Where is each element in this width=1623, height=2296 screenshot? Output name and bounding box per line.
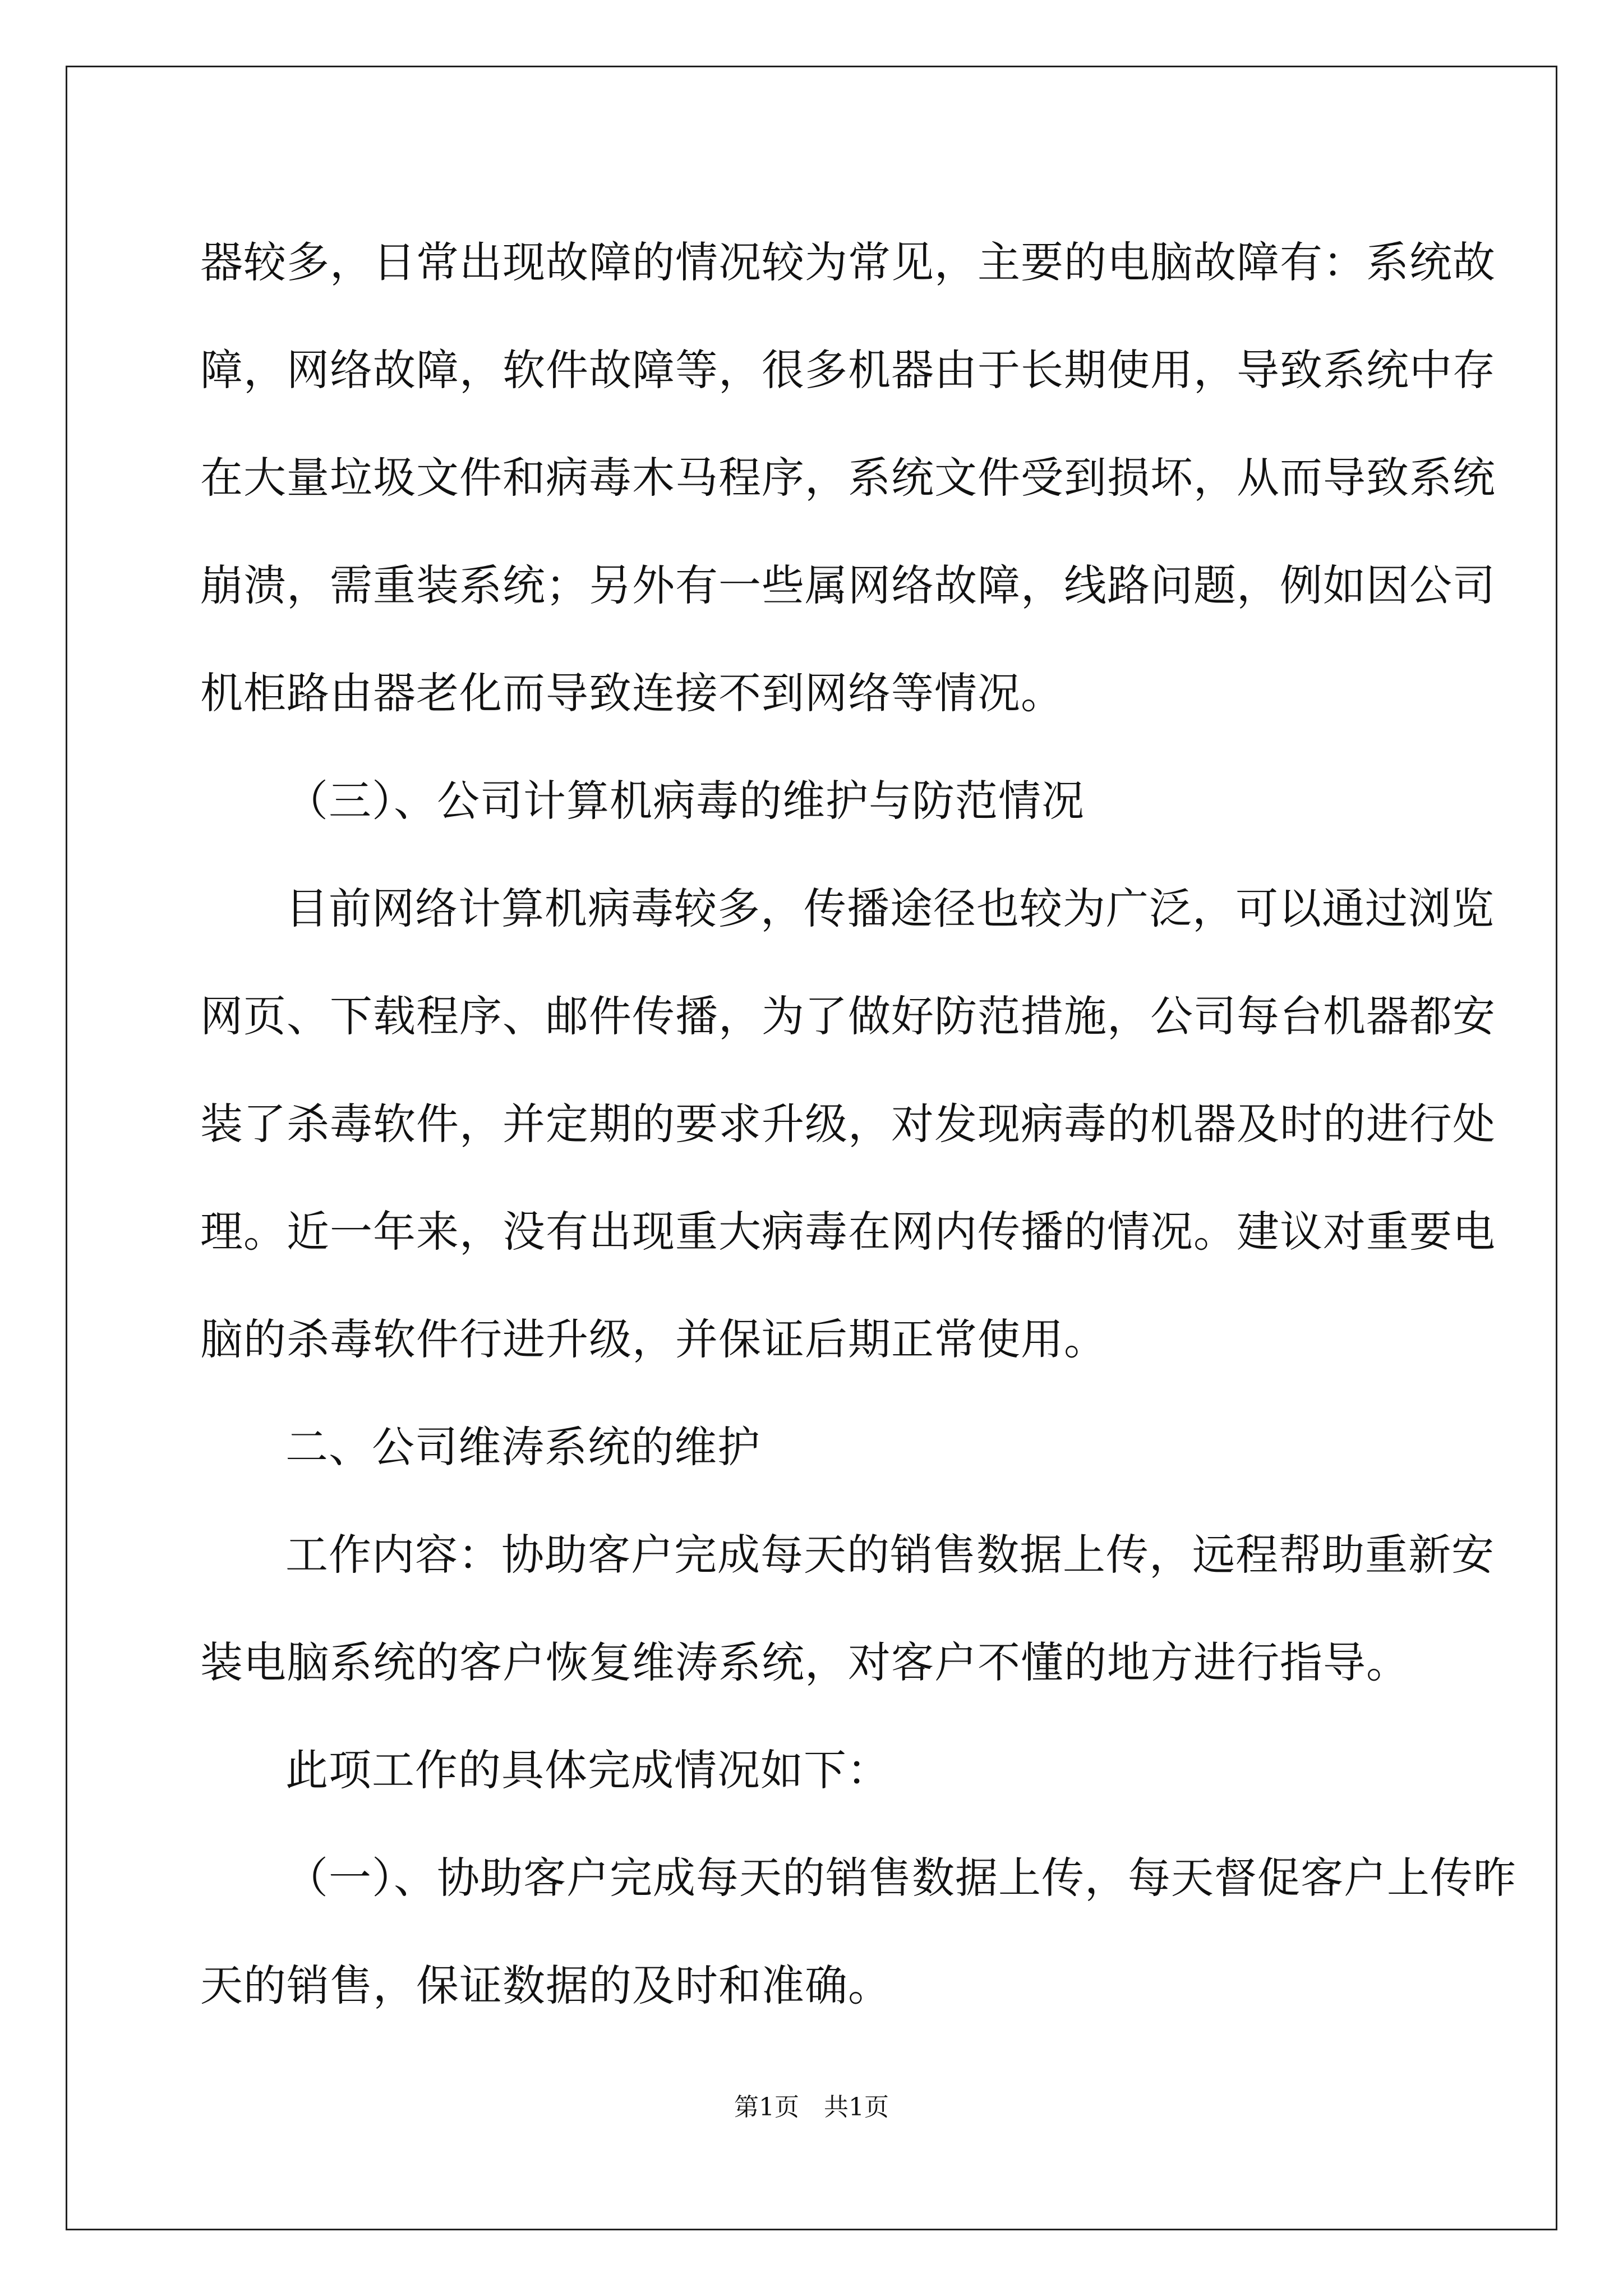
paragraph-line: 在大量垃圾文件和病毒木马程序，系统文件受到损坏，从而导致系统 [200, 453, 1496, 503]
page-footer [0, 2087, 1623, 2123]
section-heading: 二、公司维涛系统的维护 [285, 1422, 760, 1472]
paragraph-line: 机柜路由器老化而导致连接不到网络等情况。 [200, 668, 1064, 718]
paragraph-line: 障，网络故障，软件故障等，很多机器由于长期使用，导致系统中存 [200, 345, 1496, 395]
document-body [200, 209, 1516, 2040]
paragraph-line: 工作内容：协助客户完成每天的销售数据上传，远程帮助重新安 [285, 1530, 1495, 1580]
paragraph-line: 脑的杀毒软件行进升级，并保证后期正常使用。 [200, 1314, 1107, 1364]
paragraph-line: 理。近一年来，没有出现重大病毒在网内传播的情况。建议对重要电 [200, 1207, 1496, 1257]
paragraph-line: 网页、下载程序、邮件传播，为了做好防范措施，公司每台机器都安 [200, 991, 1496, 1041]
paragraph-line: 装了杀毒软件，并定期的要求升级，对发现病毒的机器及时的进行处 [200, 1099, 1496, 1149]
page-total: 共1页 [824, 2093, 889, 2122]
paragraph-line: 目前网络计算机病毒较多，传播途径也较为广泛，可以通过浏览 [285, 884, 1495, 933]
paragraph-line: （一）、协助客户完成每天的销售数据上传，每天督促客户上传昨 [285, 1853, 1516, 1903]
section-heading: （三）、公司计算机病毒的维护与防范情况 [285, 776, 1085, 826]
page-number: 第1页 [734, 2093, 799, 2122]
paragraph-line: 崩溃，需重装系统；另外有一些属网络故障，线路问题，例如因公司 [200, 560, 1496, 610]
paragraph-line: 此项工作的具体完成情况如下： [285, 1745, 890, 1795]
paragraph-line: 天的销售，保证数据的及时和准确。 [200, 1961, 891, 2010]
paragraph-line: 装电脑系统的客户恢复维涛系统，对客户不懂的地方进行指导。 [200, 1637, 1409, 1687]
paragraph-line: 器较多，日常出现故障的情况较为常见，主要的电脑故障有：系统故 [200, 237, 1496, 287]
